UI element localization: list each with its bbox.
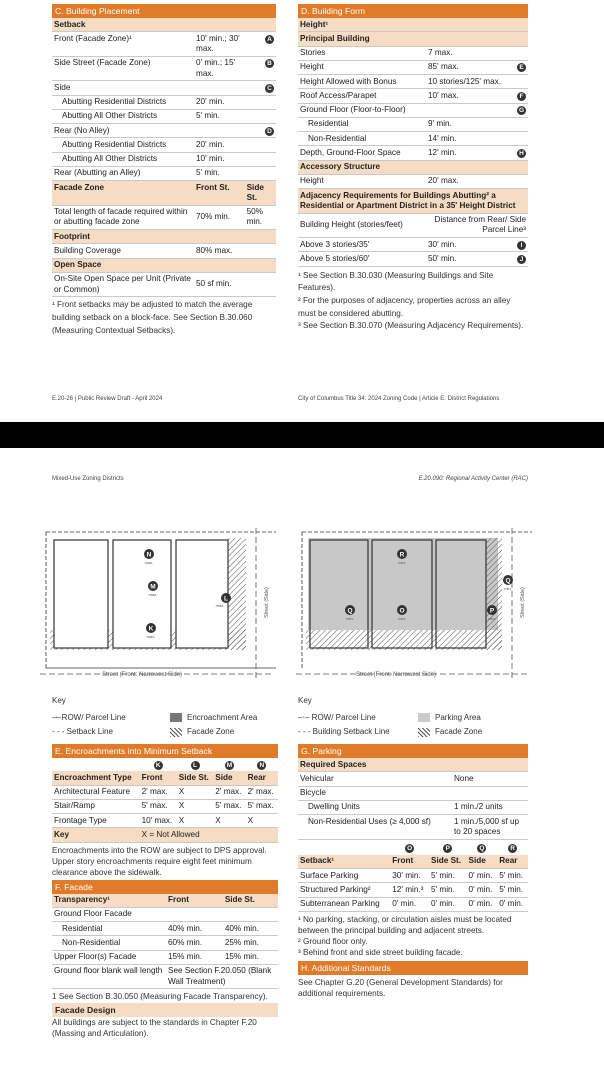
key-right-title: Key <box>298 696 312 705</box>
facade-zone-label: Facade Zone <box>52 181 194 206</box>
facade-row-c1: 60% min. <box>166 936 223 950</box>
adjacency-row-badge: J <box>517 255 526 264</box>
marker-k-label: K <box>148 625 154 633</box>
form-row <box>298 60 528 74</box>
placement-row-c1: 10' min.; 30' max. <box>194 32 245 57</box>
badge-o: O <box>407 845 413 852</box>
encroachments-section <box>52 744 278 1039</box>
page1-footer-right: City of Columbus Title 34: 2024 Zoning Code | Article E: District Regulations <box>298 396 500 402</box>
placement-row-badge-cell <box>245 95 276 109</box>
parking-setback-row-c3: 0' min. <box>467 897 498 911</box>
facade-row-c0: Residential <box>52 922 166 936</box>
adjacency-row-c0: Above 3 stories/35' <box>298 238 426 252</box>
form-row-c1: 10 stories/125' max. <box>426 75 510 89</box>
street-side-right: Street (Side) <box>520 587 526 618</box>
form-row-badge-cell <box>510 103 528 117</box>
facade-zone-col1: Front St. <box>194 181 245 206</box>
facade-col-sidest: Side St. <box>223 894 278 908</box>
marker-n-label: N <box>146 551 152 559</box>
placement-row-badge-cell <box>245 109 276 123</box>
placement-row-badge-cell <box>245 56 276 81</box>
encroach-row-c0: Architectural Feature <box>52 785 140 799</box>
open-space-label: Open Space <box>52 258 276 272</box>
key-left <box>52 696 278 737</box>
marker-q-right-min: min. <box>504 586 512 591</box>
form-note: ¹ See Section B.30.030 (Measuring Buildings and Site Features). <box>298 270 494 293</box>
placement-row-c1: 5' min. <box>194 109 245 123</box>
facade-zone-col2: Side St. <box>245 181 276 206</box>
facade-row-c2: 40% min. <box>223 922 278 936</box>
form-row-badge: H <box>517 149 526 158</box>
placement-row-badge: D <box>265 127 274 136</box>
facade-row-label: Total length of facade required within or abutting facade zone <box>52 205 194 230</box>
page2-header-right: E.20.090: Regional Activity Center (RAC) <box>418 476 528 482</box>
placement-row-c0: Side <box>52 81 194 95</box>
placement-row <box>52 81 276 95</box>
facade-row-c0: Upper Floor(s) Facade <box>52 950 166 964</box>
form-note: ³ See Section B.30.070 (Measuring Adjacency Requirements). <box>298 321 524 331</box>
facade-row-v1: 70% min. <box>194 205 245 230</box>
parking-setback-row-c1: 12' min.³ <box>390 883 429 897</box>
placement-row-badge-cell <box>245 138 276 152</box>
placement-row <box>52 95 276 109</box>
placement-row-badge-cell <box>245 32 276 57</box>
facade-col-front: Front <box>166 894 223 908</box>
parking-notes <box>298 914 528 958</box>
bicycle-label: Bicycle <box>298 786 528 800</box>
marker-o-min: min. <box>398 616 406 621</box>
form-row <box>298 46 528 60</box>
street-side-left: Street (Side) <box>264 587 270 618</box>
enc-text-1: Encroachments into the ROW are subject to DPS approval. <box>52 845 267 855</box>
placement-row-badge: A <box>265 35 274 44</box>
placement-row-c1: 10' min. <box>194 152 245 166</box>
page-top <box>0 0 604 422</box>
form-row <box>298 132 528 146</box>
parking-setback-row-c2: 0' min. <box>429 897 467 911</box>
placement-row <box>52 56 276 81</box>
marker-l-max: max. <box>215 603 225 608</box>
marker-r <box>397 549 407 559</box>
form-row-badge: F <box>517 92 526 101</box>
badge-r: R <box>508 844 517 853</box>
facade-header: F. Facade <box>52 880 278 894</box>
form-row-c1 <box>426 103 510 117</box>
placement-row-c1: 0' min.; 15' max. <box>194 56 245 81</box>
parking-setback-row-c2: 5' min. <box>429 883 467 897</box>
adjacency-row <box>298 238 528 252</box>
marker-k <box>146 623 156 633</box>
form-row-c0: Height Allowed with Bonus <box>298 75 426 89</box>
placement-row-badge: B <box>265 59 274 68</box>
key-r-setback-line: - - - Building Setback Line <box>298 727 390 737</box>
parking-setback-row-c4: 5' min. <box>497 869 528 883</box>
form-row-badge-cell <box>510 117 528 131</box>
principal-label: Principal Building <box>298 32 528 46</box>
marker-m <box>148 581 158 591</box>
parking-diagram <box>296 518 536 688</box>
open-space-row-value: 50 sf min. <box>194 272 276 297</box>
adjacency-row-badge: I <box>517 241 526 250</box>
key-setback-line: - - - Setback Line <box>52 727 113 737</box>
parking-setback-row-c0: Structured Parking² <box>298 883 390 897</box>
parking-setback-row-c4: 0' min. <box>497 897 528 911</box>
badge-p: P <box>443 844 452 853</box>
nonres-value: 1 min./5,000 sf up to 20 spaces <box>452 815 528 840</box>
placement-row-c0: Abutting All Other Districts <box>52 152 194 166</box>
encroach-row-c0: Frontage Type <box>52 814 140 828</box>
placement-row-c0: Rear (No Alley) <box>52 124 194 138</box>
page1-footer-left: E.20-26 | Public Review Draft - April 2024 <box>52 396 163 402</box>
form-row-c0: Depth, Ground-Floor Space <box>298 146 426 160</box>
placement-row-c0: Abutting Residential Districts <box>52 95 194 109</box>
encroach-row <box>52 785 278 799</box>
form-row-c0: Roof Access/Parapet <box>298 89 426 103</box>
building-form-section <box>298 4 528 333</box>
placement-footnote: ¹ Front setbacks may be adjusted to match the average building setback on a block-face. See Section B.30.060 (Measuring Contextual Setbacks). <box>52 300 253 335</box>
enc-col-rear: Rear <box>246 771 278 785</box>
encroach-row-c2: X <box>177 785 214 799</box>
encroach-row-c1: 2' max. <box>140 785 177 799</box>
building-right <box>176 540 228 648</box>
form-row <box>298 146 528 160</box>
facade-row-c0: Non-Residential <box>52 936 166 950</box>
facade-note: 1 See Section B.30.050 (Measuring Facade Transparency). <box>52 992 268 1002</box>
key-parcel-line: ‒‧‒ ROW/ Parcel Line <box>52 713 126 722</box>
key-r-parcel-line: ‒‧‒ ROW/ Parcel Line <box>298 713 376 722</box>
vehicular-label: Vehicular <box>298 772 452 786</box>
facade-row <box>52 950 278 964</box>
parking-setback-row-c1: 0' min. <box>390 897 429 911</box>
encroach-row-c4: 5' max. <box>246 799 278 813</box>
street-front-right: Street (Front: Narrowest Side) <box>356 672 437 678</box>
key-right <box>298 696 528 737</box>
placement-row-c0: Abutting Residential Districts <box>52 138 194 152</box>
placement-row-badge-cell <box>245 152 276 166</box>
form-row-c1: 9' min. <box>426 117 510 131</box>
badge-k: K <box>154 761 163 770</box>
facade-row-c1: 15% min. <box>166 950 223 964</box>
marker-q-left-label: Q <box>347 607 353 615</box>
encroach-row-c4: X <box>246 814 278 828</box>
placement-row-c1 <box>194 81 245 95</box>
parking-note: ¹ No parking, stacking, or circulation aisles must be located between the principal building and adjacent streets. <box>298 914 512 935</box>
building-form-notes <box>298 270 528 334</box>
parking-setback-row-c3: 0' min. <box>467 883 498 897</box>
transparency-label: Transparency¹ <box>52 894 166 908</box>
placement-row-c1: 5' min. <box>194 166 245 180</box>
adjacency-label: Adjacency Requirements for Buildings Abutting² a Residential or Apartment District in a 35' Height District <box>298 189 528 214</box>
key-encroachment: Encroachment Area <box>170 713 257 722</box>
placement-row-badge-cell <box>245 124 276 138</box>
marker-q-left-min: min. <box>346 616 354 621</box>
form-row-badge-cell <box>510 132 528 146</box>
enc-col-front: Front <box>140 771 177 785</box>
footprint-label: Footprint <box>52 230 276 244</box>
placement-row <box>52 138 276 152</box>
form-row-badge-cell <box>510 146 528 160</box>
accessory-row-value: 20' max. <box>426 174 528 188</box>
adjacency-row-c0: Above 5 stories/60' <box>298 252 426 266</box>
encroach-row <box>52 814 278 828</box>
enc-key-value: X = Not Allowed <box>140 828 278 842</box>
enc-col-sidest: Side St. <box>177 771 214 785</box>
facade-row <box>52 936 278 950</box>
coverage-value: 80% max. <box>194 244 276 258</box>
coverage-label: Building Coverage <box>52 244 194 258</box>
form-row-badge-cell <box>510 46 528 60</box>
ground-floor-label: Ground Floor Facade <box>52 907 278 921</box>
vehicular-value: None <box>452 772 528 786</box>
page-bottom <box>0 448 604 1080</box>
accessory-row-label: Height <box>298 174 426 188</box>
marker-m-label: M <box>150 583 156 591</box>
key-facade-zone: Facade Zone <box>170 727 234 736</box>
form-note: ² For the purposes of adjacency, properties across an alley must be considered abutting. <box>298 295 511 318</box>
encroach-row-c3: 5' max. <box>213 799 245 813</box>
adjacency-row <box>298 252 528 266</box>
form-row-c0: Stories <box>298 46 426 60</box>
form-row-badge-cell <box>510 89 528 103</box>
parking-setback-row-c0: Subterranean Parking <box>298 897 390 911</box>
badge-n: N <box>257 761 266 770</box>
pk-col-sidest: Side St. <box>429 855 467 869</box>
building-form-header: D. Building Form <box>298 4 528 18</box>
form-row-c1: 12' min. <box>426 146 510 160</box>
marker-p <box>487 605 497 615</box>
form-row-c0: Non-Residential <box>298 132 426 146</box>
parking-setback-row-c4: 5' min. <box>497 883 528 897</box>
marker-q-right <box>503 575 513 585</box>
placement-diagram <box>40 518 280 688</box>
marker-q-left <box>345 605 355 615</box>
encroach-row-c1: 5' max. <box>140 799 177 813</box>
adj-head-label: Building Height (stories/feet) <box>298 213 426 238</box>
parking-setback-row-c3: 0' min. <box>467 869 498 883</box>
parking-setback-row-c2: 5' min. <box>429 869 467 883</box>
enc-col-side: Side <box>213 771 245 785</box>
placement-row <box>52 152 276 166</box>
form-row-c0: Ground Floor (Floor-to-Floor) <box>298 103 426 117</box>
placement-row-c0: Rear (Abutting an Alley) <box>52 166 194 180</box>
parking-section <box>298 744 528 999</box>
form-row <box>298 117 528 131</box>
key-left-title: Key <box>52 696 66 705</box>
badge-l: L <box>191 761 200 770</box>
form-row-c1: 10' max. <box>426 89 510 103</box>
placement-row-badge-cell <box>245 81 276 95</box>
placement-row <box>52 32 276 57</box>
pk-col-rear: Rear <box>497 855 528 869</box>
facade-design-text: All buildings are subject to the standards in Chapter F.20 (Massing and Articulation). <box>52 1017 257 1038</box>
form-row-c1: 14' min. <box>426 132 510 146</box>
placement-row <box>52 166 276 180</box>
placement-row-badge-cell <box>245 166 276 180</box>
placement-row-c0: Side Street (Facade Zone) <box>52 56 194 81</box>
encroach-row-c1: 10' max. <box>140 814 177 828</box>
marker-r-label: R <box>399 551 405 559</box>
building-placement-section <box>52 4 276 337</box>
marker-l-label: L <box>224 595 228 603</box>
adj-head-value: Distance from Rear/ Side Parcel Line³ <box>426 213 528 238</box>
additional-header: H. Additional Standards <box>298 961 528 975</box>
blank-wall-value: See Section F.20.050 (Blank Wall Treatment) <box>166 964 278 989</box>
adjacency-row-c1: 50' min. <box>426 252 510 266</box>
placement-row-c1 <box>194 124 245 138</box>
pk-col-side: Side <box>467 855 498 869</box>
adjacency-row-badge-cell <box>510 252 528 266</box>
pk-col-front: Front <box>390 855 429 869</box>
facade-row-v2: 50% min. <box>245 205 276 230</box>
street-front-left: Street (Front: Narrowest Side) <box>102 672 183 678</box>
encroach-row-c2: X <box>177 799 214 813</box>
encroach-row-c2: X <box>177 814 214 828</box>
form-row-c1: 85' max. <box>426 60 510 74</box>
form-row <box>298 89 528 103</box>
blank-wall-label: Ground floor blank wall length <box>52 964 166 989</box>
nonres-label: Non-Residential Uses (≥ 4,000 sf) <box>298 815 452 840</box>
building-placement-header: C. Building Placement <box>52 4 276 18</box>
form-row-c1: 7 max. <box>426 46 510 60</box>
form-row-c0: Height <box>298 60 426 74</box>
enc-text-2: Upper story encroachments require eight feet minimum clearance above the sidewalk. <box>52 856 252 877</box>
form-row <box>298 75 528 89</box>
facade-zone-side-r <box>486 538 502 650</box>
encroach-row-c4: 2' max. <box>246 785 278 799</box>
placement-row-c0: Front (Facade Zone)¹ <box>52 32 194 57</box>
parking-setback-row <box>298 883 528 897</box>
setback-label: Setback <box>52 18 276 32</box>
placement-row-badge: C <box>265 84 274 93</box>
parking-header: G. Parking <box>298 744 528 758</box>
open-space-row-label: On-Site Open Space per Unit (Private or Common) <box>52 272 194 297</box>
parking-setback-row <box>298 869 528 883</box>
placement-row <box>52 124 276 138</box>
page2-header-left: Mixed-Use Zoning Districts <box>52 476 124 482</box>
facade-row-c2: 15% min. <box>223 950 278 964</box>
building-left <box>54 540 108 648</box>
enc-key-label: Key <box>52 828 140 842</box>
parking-setback-row-c0: Surface Parking <box>298 869 390 883</box>
marker-r-min: min. <box>398 560 406 565</box>
form-row-badge: G <box>518 107 525 114</box>
key-parking-area: Parking Area <box>418 713 481 722</box>
dwelling-value: 1 min./2 units <box>452 800 528 814</box>
marker-l <box>221 593 231 603</box>
placement-row-c0: Abutting All Other Districts <box>52 109 194 123</box>
parking-note: ³ Behind front and side street building facade. <box>298 947 463 957</box>
marker-o-label: O <box>399 607 405 615</box>
badge-m: M <box>226 761 233 769</box>
form-row-badge-cell <box>510 75 528 89</box>
encroach-row-c3: 2' max. <box>213 785 245 799</box>
placement-row-c1: 20' min. <box>194 95 245 109</box>
marker-k-max: max. <box>146 634 156 639</box>
placement-row-c1: 20' min. <box>194 138 245 152</box>
building-middle <box>113 540 171 648</box>
facade-row-c1: 40% min. <box>166 922 223 936</box>
pk-col-setback: Setback¹ <box>298 855 390 869</box>
form-row-badge: E <box>517 63 526 72</box>
adjacency-row-c1: 30' min. <box>426 238 510 252</box>
parking-setback-row <box>298 897 528 911</box>
encroach-row-c3: X <box>213 814 245 828</box>
marker-n-max: max. <box>144 560 154 565</box>
form-row-c0: Residential <box>298 117 426 131</box>
form-row-badge-cell <box>510 60 528 74</box>
marker-n <box>144 549 154 559</box>
key-r-facade-zone: Facade Zone <box>418 727 482 736</box>
facade-design-label: Facade Design <box>52 1003 278 1017</box>
encroach-row <box>52 799 278 813</box>
dwelling-label: Dwelling Units <box>298 800 452 814</box>
additional-text: See Chapter G.20 (General Development Standards) for additional requirements. <box>298 978 503 999</box>
accessory-label: Accessory Structure <box>298 160 528 174</box>
enc-col-type: Encroachment Type <box>52 771 140 785</box>
height-label: Height¹ <box>298 18 528 32</box>
marker-m-max: max. <box>148 592 158 597</box>
marker-o <box>397 605 407 615</box>
facade-zone-front-r <box>306 630 502 650</box>
encroachments-header: E. Encroachments into Minimum Setback <box>52 744 278 758</box>
form-row <box>298 103 528 117</box>
marker-q-right-label: Q <box>505 577 511 585</box>
badge-q: Q <box>479 845 485 852</box>
parking-setback-row-c1: 30' min. <box>390 869 429 883</box>
facade-row <box>52 922 278 936</box>
placement-row <box>52 109 276 123</box>
parking-note: ² Ground floor only. <box>298 936 368 946</box>
required-spaces-label: Required Spaces <box>298 758 528 772</box>
marker-p-label: P <box>489 607 495 615</box>
facade-row-c2: 25% min. <box>223 936 278 950</box>
marker-p-min: min. <box>488 616 496 621</box>
encroach-row-c0: Stair/Ramp <box>52 799 140 813</box>
adjacency-row-badge-cell <box>510 238 528 252</box>
